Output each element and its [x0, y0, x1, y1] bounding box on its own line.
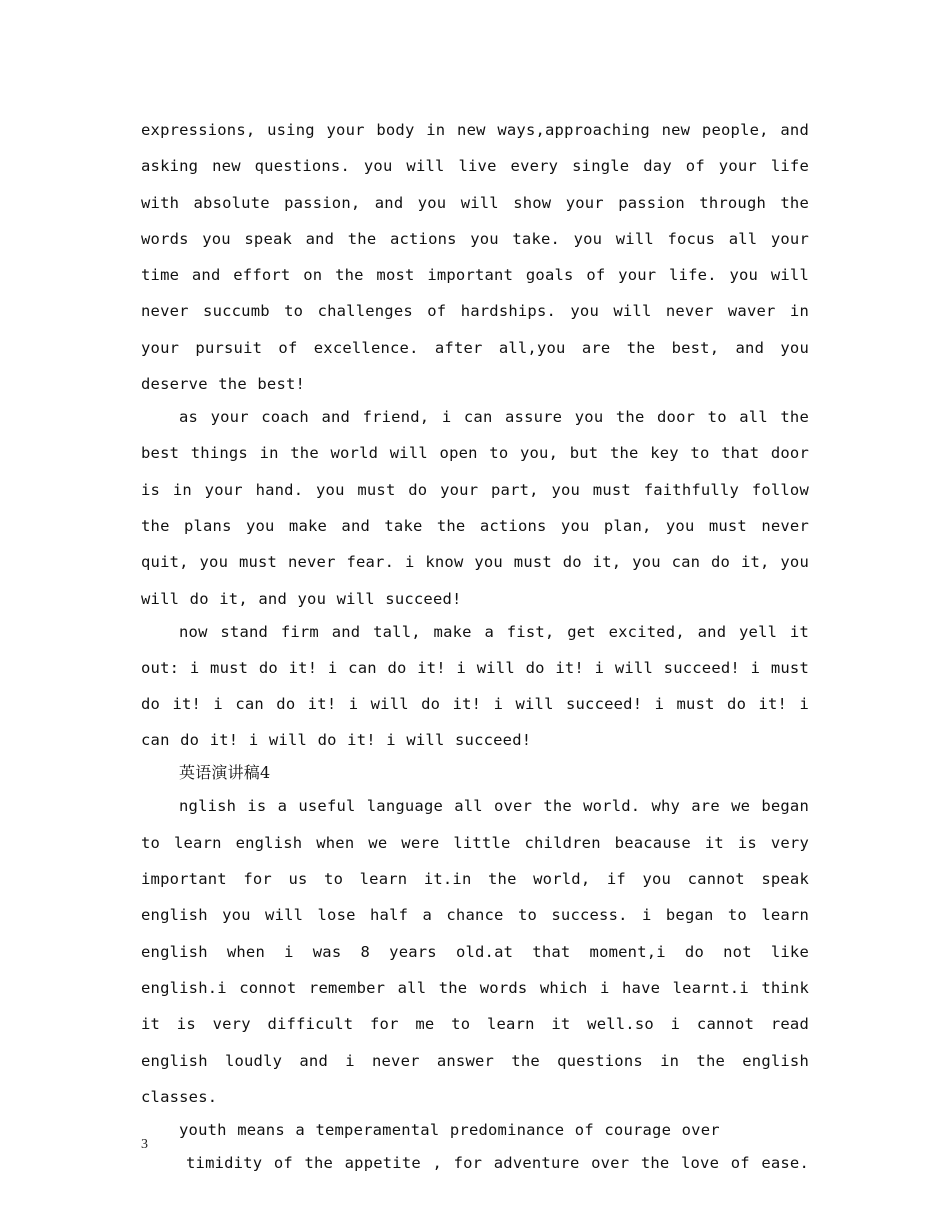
paragraph-stand-firm: now stand firm and tall, make a fist, get excited, and yell it out: i must do it! i can do it! i will do it! i will succeed! i must do it! i can do it! i will do it! i will succeed! i must do it! i can do it! i will do it! i will succeed!	[141, 622, 809, 750]
paragraph-passion: expressions, using your body in new ways,approaching new people, and asking new questions. you will live every single day of your life with absolute passion, and you will show your passion through the words you speak and the actions you take. you will focus all your time and effort on the most important goals of your life. you will never succumb to challenges of hardships. you will never waver in your pursuit of excellence. after all,you are the best, and you deserve the best!	[141, 121, 809, 394]
page-number: 3	[141, 1137, 148, 1152]
section-heading: 英语演讲稿4	[179, 763, 271, 783]
paragraph-coach-and-friend: as your coach and friend, i can assure you the door to all the best things in the world will open to you, but the key to that door is in your hand. you must do your part, you must faithfully follow the plans you make and take the actions you plan, you must never quit, you must never fear. i know you must do it, you can do it, you will do it, and you will succeed!	[141, 408, 809, 608]
document-body	[141, 112, 809, 1178]
paragraph-english-useful: nglish is a useful language all over the world. why are we began to learn english when we were little children beacause it is very important for us to learn it.in the world, if you cannot speak english you will lose half a chance to success. i began to learn english when i was 8 years old.at that moment,i do not like english.i connot remember all the words which i have learnt.i think it is very difficult for me to learn it well.so i cannot read english loudly and i never answer the questions in the english classes.	[141, 797, 809, 1106]
paragraph-timidity: timidity of the appetite , for adventure over the love of ease.	[186, 1153, 809, 1172]
paragraph-youth: youth means a temperamental predominance of courage over	[179, 1120, 720, 1139]
